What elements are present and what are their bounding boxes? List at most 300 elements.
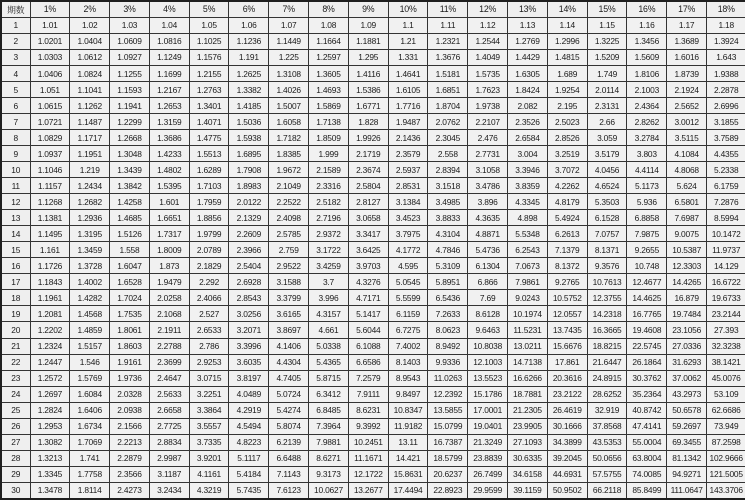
factor-value-cell: 102.9666 bbox=[707, 450, 745, 466]
factor-value-cell: 3.1058 bbox=[468, 162, 508, 178]
factor-value-cell: 4.8068 bbox=[667, 162, 707, 178]
factor-value-cell: 2.3045 bbox=[428, 130, 468, 146]
period-cell: 16 bbox=[1, 258, 30, 274]
factor-value-cell: 3.059 bbox=[587, 130, 627, 146]
factor-value-cell: 32.3238 bbox=[707, 338, 745, 354]
factor-value-cell: 2.7731 bbox=[468, 146, 508, 162]
period-cell: 22 bbox=[1, 354, 30, 370]
factor-value-cell: 2.0114 bbox=[587, 82, 627, 98]
period-cell: 18 bbox=[1, 290, 30, 306]
factor-value-cell: 8.1371 bbox=[587, 242, 627, 258]
factor-value-cell: 9.0075 bbox=[667, 226, 707, 242]
table-row-period-22 bbox=[1, 354, 745, 370]
header-cell-rate-10%: 10% bbox=[388, 1, 428, 17]
factor-value-cell: 10.748 bbox=[627, 258, 667, 274]
factor-value-cell: 1.11 bbox=[428, 17, 468, 33]
factor-value-cell: 5.4924 bbox=[547, 210, 587, 226]
period-cell: 20 bbox=[1, 322, 30, 338]
factor-value-cell: 30.3762 bbox=[627, 370, 667, 386]
factor-value-cell: 2.195 bbox=[547, 98, 587, 114]
factor-value-cell: 4.5494 bbox=[229, 418, 269, 434]
factor-value-cell: 13.5523 bbox=[468, 370, 508, 386]
factor-value-cell: 3.1722 bbox=[309, 242, 349, 258]
factor-value-cell: 2.1566 bbox=[110, 418, 150, 434]
factor-value-cell: 2.5804 bbox=[348, 178, 388, 194]
factor-value-cell: 5.1117 bbox=[229, 450, 269, 466]
factor-value-cell: 2.2609 bbox=[229, 226, 269, 242]
factor-value-cell: 2.786 bbox=[189, 338, 229, 354]
factor-value-cell: 2.7725 bbox=[149, 418, 189, 434]
factor-value-cell: 1.2434 bbox=[70, 178, 110, 194]
factor-value-cell: 38.1421 bbox=[707, 354, 745, 370]
factor-value-cell: 87.2598 bbox=[707, 434, 745, 450]
factor-value-cell: 8.0623 bbox=[428, 322, 468, 338]
factor-value-cell: 1.2572 bbox=[30, 370, 70, 386]
factor-value-cell: 1.9254 bbox=[547, 82, 587, 98]
table-row-period-24 bbox=[1, 386, 745, 402]
header-cell-rate-15%: 15% bbox=[587, 1, 627, 17]
factor-value-cell: 4.3345 bbox=[508, 194, 548, 210]
factor-value-cell: 3.6425 bbox=[348, 242, 388, 258]
factor-value-cell: 1.2668 bbox=[110, 130, 150, 146]
factor-value-cell: 3.803 bbox=[627, 146, 667, 162]
factor-value-cell: 4.898 bbox=[508, 210, 548, 226]
factor-value-cell: 1.225 bbox=[269, 49, 309, 65]
factor-value-cell: 6.8858 bbox=[627, 210, 667, 226]
factor-value-cell: 1.0937 bbox=[30, 146, 70, 162]
factor-value-cell: 1.6528 bbox=[110, 274, 150, 290]
factor-value-cell: 2.5023 bbox=[547, 114, 587, 130]
factor-value-cell: 9.3992 bbox=[348, 418, 388, 434]
factor-value-cell: 7.0673 bbox=[508, 258, 548, 274]
factor-value-cell: 1.3456 bbox=[627, 33, 667, 49]
factor-value-cell: 1.1025 bbox=[189, 33, 229, 49]
factor-value-cell: 10.1974 bbox=[508, 306, 548, 322]
factor-value-cell: 2.2213 bbox=[110, 434, 150, 450]
factor-value-cell: 23.1056 bbox=[667, 322, 707, 338]
factor-value-cell: 1.5938 bbox=[229, 130, 269, 146]
table-row-period-14 bbox=[1, 226, 745, 242]
factor-value-cell: 1.191 bbox=[229, 49, 269, 65]
factor-value-cell: 1.0824 bbox=[70, 65, 110, 81]
factor-value-cell: 19.0401 bbox=[468, 418, 508, 434]
factor-value-cell: 1.2996 bbox=[547, 33, 587, 49]
period-cell: 11 bbox=[1, 178, 30, 194]
factor-value-cell: 2.1049 bbox=[269, 178, 309, 194]
factor-value-cell: 1.4026 bbox=[269, 82, 309, 98]
factor-value-cell: 23.8839 bbox=[468, 450, 508, 466]
factor-value-cell: 31.6293 bbox=[667, 354, 707, 370]
header-cell-rate-2%: 2% bbox=[70, 1, 110, 17]
factor-value-cell: 28.6252 bbox=[587, 386, 627, 402]
factor-value-cell: 44.6931 bbox=[547, 466, 587, 482]
factor-value-cell: 15.1786 bbox=[468, 386, 508, 402]
factor-value-cell: 1.8704 bbox=[428, 98, 468, 114]
factor-value-cell: 2.5785 bbox=[269, 226, 309, 242]
factor-value-cell: 6.2139 bbox=[269, 434, 309, 450]
period-cell: 14 bbox=[1, 226, 30, 242]
factor-value-cell: 2.0762 bbox=[428, 114, 468, 130]
factor-value-cell: 6.1159 bbox=[388, 306, 428, 322]
factor-value-cell: 3.0658 bbox=[348, 210, 388, 226]
factor-value-cell: 1.2597 bbox=[309, 49, 349, 65]
factor-value-cell: 4.1772 bbox=[388, 242, 428, 258]
factor-value-cell: 1.5386 bbox=[348, 82, 388, 98]
table-row-period-17 bbox=[1, 274, 745, 290]
factor-value-cell: 16.7765 bbox=[627, 306, 667, 322]
factor-value-cell: 1.03 bbox=[110, 17, 150, 33]
factor-value-cell: 1.999 bbox=[309, 146, 349, 162]
factor-value-cell: 4.4304 bbox=[269, 354, 309, 370]
factor-value-cell: 2.7196 bbox=[309, 210, 349, 226]
factor-value-cell: 2.0258 bbox=[149, 290, 189, 306]
factor-value-cell: 4.2262 bbox=[547, 178, 587, 194]
factor-value-cell: 11.1671 bbox=[348, 450, 388, 466]
table-row-period-26 bbox=[1, 418, 745, 434]
factor-value-cell: 1.1495 bbox=[30, 226, 70, 242]
table-row-period-30 bbox=[1, 482, 745, 499]
factor-value-cell: 4.3157 bbox=[309, 306, 349, 322]
factor-value-cell: 2.4273 bbox=[110, 482, 150, 499]
factor-value-cell: 1.3478 bbox=[30, 482, 70, 499]
factor-value-cell: 1.8739 bbox=[667, 65, 707, 81]
factor-value-cell: 74.0085 bbox=[627, 466, 667, 482]
factor-value-cell: 4.7846 bbox=[428, 242, 468, 258]
factor-value-cell: 1.04 bbox=[149, 17, 189, 33]
factor-value-cell: 16.879 bbox=[667, 290, 707, 306]
factor-value-cell: 1.9161 bbox=[110, 354, 150, 370]
factor-value-cell: 5.5599 bbox=[388, 290, 428, 306]
factor-value-cell: 5.4736 bbox=[468, 242, 508, 258]
factor-value-cell: 1.6047 bbox=[110, 258, 150, 274]
factor-value-cell: 1.8009 bbox=[149, 242, 189, 258]
factor-value-cell: 5.4274 bbox=[269, 402, 309, 418]
factor-value-cell: 12.3755 bbox=[587, 290, 627, 306]
factor-value-cell: 7.9111 bbox=[348, 386, 388, 402]
factor-value-cell: 17.4494 bbox=[388, 482, 428, 499]
factor-value-cell: 1.5869 bbox=[309, 98, 349, 114]
factor-value-cell: 15.8631 bbox=[388, 466, 428, 482]
factor-value-cell: 1.3213 bbox=[30, 450, 70, 466]
factor-value-cell: 3.5115 bbox=[667, 130, 707, 146]
factor-value-cell: 35.2364 bbox=[627, 386, 667, 402]
factor-value-cell: 23.9905 bbox=[508, 418, 548, 434]
factor-value-cell: 1.3082 bbox=[30, 434, 70, 450]
factor-value-cell: 6.1528 bbox=[587, 210, 627, 226]
factor-value-cell: 1.2953 bbox=[30, 418, 70, 434]
factor-value-cell: 7.9881 bbox=[309, 434, 349, 450]
factor-value-cell: 2.2879 bbox=[110, 450, 150, 466]
factor-value-cell: 3.4259 bbox=[309, 258, 349, 274]
factor-value-cell: 1.1941 bbox=[110, 98, 150, 114]
factor-value-cell: 81.1342 bbox=[667, 450, 707, 466]
factor-value-cell: 1.3108 bbox=[269, 65, 309, 81]
table-row-period-13 bbox=[1, 210, 745, 226]
table-row-period-23 bbox=[1, 370, 745, 386]
factor-value-cell: 15.6676 bbox=[547, 338, 587, 354]
factor-value-cell: 2.8531 bbox=[388, 178, 428, 194]
factor-value-cell: 1.6851 bbox=[428, 82, 468, 98]
factor-value-cell: 1.2763 bbox=[189, 82, 229, 98]
factor-value-cell: 5.624 bbox=[667, 178, 707, 194]
factor-value-cell: 40.8742 bbox=[627, 402, 667, 418]
factor-value-cell: 8.6231 bbox=[348, 402, 388, 418]
factor-value-cell: 1.051 bbox=[30, 82, 70, 98]
factor-value-cell: 3.004 bbox=[508, 146, 548, 162]
factor-value-cell: 3.5557 bbox=[189, 418, 229, 434]
period-cell: 12 bbox=[1, 194, 30, 210]
factor-value-cell: 1.1262 bbox=[70, 98, 110, 114]
factor-value-cell: 2.3526 bbox=[508, 114, 548, 130]
factor-value-cell: 4.1161 bbox=[189, 466, 229, 482]
factor-value-cell: 2.6584 bbox=[508, 130, 548, 146]
factor-value-cell: 34.6158 bbox=[508, 466, 548, 482]
factor-value-cell: 1.9738 bbox=[468, 98, 508, 114]
factor-value-cell: 22.8923 bbox=[428, 482, 468, 499]
factor-value-cell: 1.21 bbox=[388, 33, 428, 49]
factor-value-cell: 10.8038 bbox=[468, 338, 508, 354]
factor-value-cell: 8.6271 bbox=[309, 450, 349, 466]
factor-value-cell: 4.4355 bbox=[707, 146, 745, 162]
factor-value-cell: 1.07 bbox=[269, 17, 309, 33]
factor-value-cell: 2.0938 bbox=[110, 402, 150, 418]
factor-value-cell: 1.5181 bbox=[428, 65, 468, 81]
factor-value-cell: 3.4523 bbox=[388, 210, 428, 226]
factor-value-cell: 2.2878 bbox=[707, 82, 745, 98]
factor-value-cell: 5.2338 bbox=[707, 162, 745, 178]
factor-value-cell: 1.7024 bbox=[110, 290, 150, 306]
factor-value-cell: 1.1843 bbox=[30, 274, 70, 290]
factor-value-cell: 1.4775 bbox=[189, 130, 229, 146]
factor-value-cell: 1.16 bbox=[627, 17, 667, 33]
factor-value-cell: 1.13 bbox=[508, 17, 548, 33]
factor-value-cell: 1.5126 bbox=[110, 226, 150, 242]
factor-value-cell: 1.6771 bbox=[348, 98, 388, 114]
period-cell: 7 bbox=[1, 114, 30, 130]
factor-value-cell: 8.9492 bbox=[428, 338, 468, 354]
factor-value-cell: 1.8509 bbox=[309, 130, 349, 146]
factor-value-cell: 1.1249 bbox=[149, 49, 189, 65]
factor-value-cell: 1.1255 bbox=[110, 65, 150, 81]
factor-value-cell: 3.1384 bbox=[388, 194, 428, 210]
factor-value-cell: 1.1726 bbox=[30, 258, 70, 274]
factor-value-cell: 2.6928 bbox=[229, 274, 269, 290]
factor-value-cell: 53.109 bbox=[707, 386, 745, 402]
factor-value-cell: 4.3635 bbox=[468, 210, 508, 226]
factor-value-cell: 12.1722 bbox=[348, 466, 388, 482]
factor-value-cell: 7.0757 bbox=[587, 226, 627, 242]
factor-value-cell: 16.7387 bbox=[428, 434, 468, 450]
factor-value-cell: 1.7623 bbox=[468, 82, 508, 98]
factor-value-cell: 3.7 bbox=[309, 274, 349, 290]
factor-value-cell: 1.7069 bbox=[70, 434, 110, 450]
factor-value-cell: 1.3689 bbox=[667, 33, 707, 49]
factor-value-cell: 14.129 bbox=[707, 258, 745, 274]
factor-value-cell: 9.2655 bbox=[627, 242, 667, 258]
factor-value-cell: 6.1759 bbox=[707, 178, 745, 194]
factor-value-cell: 6.2543 bbox=[508, 242, 548, 258]
factor-value-cell: 3.1518 bbox=[428, 178, 468, 194]
factor-value-cell: 1.1487 bbox=[70, 114, 110, 130]
factor-value-cell: 5.7435 bbox=[229, 482, 269, 499]
factor-value-cell: 19.4608 bbox=[627, 322, 667, 338]
factor-value-cell: 62.6686 bbox=[707, 402, 745, 418]
factor-value-cell: 5.4184 bbox=[229, 466, 269, 482]
table-row-period-7 bbox=[1, 114, 745, 130]
factor-value-cell: 12.3303 bbox=[667, 258, 707, 274]
factor-value-cell: 1.6084 bbox=[70, 386, 110, 402]
factor-value-cell: 16.3665 bbox=[587, 322, 627, 338]
factor-value-cell: 1.4185 bbox=[229, 98, 269, 114]
factor-value-cell: 2.5404 bbox=[229, 258, 269, 274]
period-cell: 5 bbox=[1, 82, 30, 98]
factor-value-cell: 1.3439 bbox=[110, 162, 150, 178]
factor-value-cell: 17.861 bbox=[547, 354, 587, 370]
factor-value-cell: 4.8871 bbox=[468, 226, 508, 242]
factor-value-cell: 1.4233 bbox=[149, 146, 189, 162]
factor-value-cell: 30.1666 bbox=[547, 418, 587, 434]
factor-value-cell: 2.0328 bbox=[110, 386, 150, 402]
factor-value-cell: 23.2122 bbox=[547, 386, 587, 402]
factor-value-cell: 3.8833 bbox=[428, 210, 468, 226]
factor-value-cell: 1.4429 bbox=[508, 49, 548, 65]
table-row-period-11 bbox=[1, 178, 745, 194]
factor-value-cell: 1.6406 bbox=[70, 402, 110, 418]
factor-value-cell: 111.0647 bbox=[667, 482, 707, 499]
factor-value-cell: 2.6996 bbox=[707, 98, 745, 114]
factor-value-cell: 1.09 bbox=[348, 17, 388, 33]
factor-value-cell: 3.0715 bbox=[189, 370, 229, 386]
factor-value-cell: 4.661 bbox=[309, 322, 349, 338]
header-cell-rate-16%: 16% bbox=[627, 1, 667, 17]
factor-value-cell: 1.2682 bbox=[70, 194, 110, 210]
factor-value-cell: 13.11 bbox=[388, 434, 428, 450]
factor-value-cell: 2.6533 bbox=[189, 322, 229, 338]
factor-value-cell: 2.292 bbox=[189, 274, 229, 290]
factor-value-cell: 1.3459 bbox=[70, 242, 110, 258]
factor-value-cell: 85.8499 bbox=[627, 482, 667, 499]
factor-value-cell: 1.4815 bbox=[547, 49, 587, 65]
period-cell: 25 bbox=[1, 402, 30, 418]
table-row-period-8 bbox=[1, 130, 745, 146]
factor-value-cell: 10.2451 bbox=[348, 434, 388, 450]
factor-value-cell: 4.1406 bbox=[269, 338, 309, 354]
factor-value-cell: 1.2769 bbox=[508, 33, 548, 49]
factor-value-cell: 13.5855 bbox=[428, 402, 468, 418]
factor-value-cell: 50.0656 bbox=[587, 450, 627, 466]
factor-value-cell: 1.2653 bbox=[149, 98, 189, 114]
header-cell-rate-11%: 11% bbox=[428, 1, 468, 17]
factor-value-cell: 1.3195 bbox=[70, 226, 110, 242]
factor-value-cell: 22.5745 bbox=[627, 338, 667, 354]
factor-value-cell: 5.8951 bbox=[428, 274, 468, 290]
header-cell-periods: 期数 bbox=[1, 1, 30, 17]
factor-value-cell: 2.8262 bbox=[627, 114, 667, 130]
factor-value-cell: 5.1173 bbox=[627, 178, 667, 194]
factor-value-cell: 3.7072 bbox=[547, 162, 587, 178]
factor-value-cell: 3.8197 bbox=[229, 370, 269, 386]
table-row-period-28 bbox=[1, 450, 745, 466]
factor-value-cell: 6.6488 bbox=[269, 450, 309, 466]
factor-value-cell: 1.2167 bbox=[149, 82, 189, 98]
factor-value-cell: 2.1329 bbox=[229, 210, 269, 226]
period-cell: 1 bbox=[1, 17, 30, 33]
factor-value-cell: 1.5209 bbox=[587, 49, 627, 65]
factor-value-cell: 5.6044 bbox=[348, 322, 388, 338]
factor-value-cell: 3.1588 bbox=[269, 274, 309, 290]
factor-value-cell: 2.2107 bbox=[468, 114, 508, 130]
factor-value-cell: 3.2251 bbox=[189, 386, 229, 402]
factor-value-cell: 1.0615 bbox=[30, 98, 70, 114]
factor-value-cell: 10.1472 bbox=[707, 226, 745, 242]
factor-value-cell: 3.2519 bbox=[547, 146, 587, 162]
factor-value-cell: 1.1381 bbox=[30, 210, 70, 226]
factor-value-cell: 4.1084 bbox=[667, 146, 707, 162]
factor-value-cell: 1.3225 bbox=[587, 33, 627, 49]
factor-value-cell: 1.2299 bbox=[110, 114, 150, 130]
header-cell-rate-8%: 8% bbox=[309, 1, 349, 17]
factor-value-cell: 1.6305 bbox=[508, 65, 548, 81]
period-cell: 23 bbox=[1, 370, 30, 386]
factor-value-cell: 1.4282 bbox=[70, 290, 110, 306]
factor-value-cell: 2.1003 bbox=[627, 82, 667, 98]
header-cell-rate-9%: 9% bbox=[348, 1, 388, 17]
factor-value-cell: 1.1 bbox=[388, 17, 428, 33]
period-cell: 30 bbox=[1, 482, 30, 499]
factor-value-cell: 4.8223 bbox=[229, 434, 269, 450]
factor-value-cell: 2.8543 bbox=[229, 290, 269, 306]
factor-value-cell: 1.5769 bbox=[70, 370, 110, 386]
factor-value-cell: 7.3964 bbox=[309, 418, 349, 434]
factor-value-cell: 63.8004 bbox=[627, 450, 667, 466]
factor-value-cell: 1.9926 bbox=[348, 130, 388, 146]
factor-value-cell: 1.741 bbox=[70, 450, 110, 466]
header-cell-rate-17%: 17% bbox=[667, 1, 707, 17]
factor-value-cell: 6.3412 bbox=[309, 386, 349, 402]
factor-value-cell: 6.2613 bbox=[547, 226, 587, 242]
factor-value-cell: 2.5937 bbox=[388, 162, 428, 178]
factor-value-cell: 27.0336 bbox=[667, 338, 707, 354]
factor-value-cell: 7.9861 bbox=[508, 274, 548, 290]
factor-value-cell: 16.6266 bbox=[508, 370, 548, 386]
factor-value-cell: 1.3382 bbox=[229, 82, 269, 98]
factor-value-cell: 1.1449 bbox=[269, 33, 309, 49]
factor-value-cell: 1.0609 bbox=[110, 33, 150, 49]
factor-value-cell: 20.6237 bbox=[428, 466, 468, 482]
factor-value-cell: 1.9388 bbox=[707, 65, 745, 81]
table-row-period-19 bbox=[1, 306, 745, 322]
factor-value-cell: 1.161 bbox=[30, 242, 70, 258]
factor-value-cell: 2.5652 bbox=[667, 98, 707, 114]
period-cell: 29 bbox=[1, 466, 30, 482]
period-cell: 15 bbox=[1, 242, 30, 258]
factor-value-cell: 5.3109 bbox=[428, 258, 468, 274]
factor-value-cell: 1.6058 bbox=[269, 114, 309, 130]
factor-value-cell: 39.2045 bbox=[547, 450, 587, 466]
table-row-period-10 bbox=[1, 162, 745, 178]
factor-value-cell: 8.1372 bbox=[547, 258, 587, 274]
factor-value-cell: 7.4002 bbox=[388, 338, 428, 354]
period-cell: 9 bbox=[1, 146, 30, 162]
factor-value-cell: 1.17 bbox=[667, 17, 707, 33]
factor-value-cell: 26.4619 bbox=[547, 402, 587, 418]
factor-value-cell: 32.919 bbox=[587, 402, 627, 418]
factor-value-cell: 1.9479 bbox=[149, 274, 189, 290]
factor-value-cell: 10.5752 bbox=[547, 290, 587, 306]
factor-value-cell: 2.5182 bbox=[309, 194, 349, 210]
factor-value-cell: 27.393 bbox=[707, 322, 745, 338]
factor-value-cell: 1.7138 bbox=[309, 114, 349, 130]
